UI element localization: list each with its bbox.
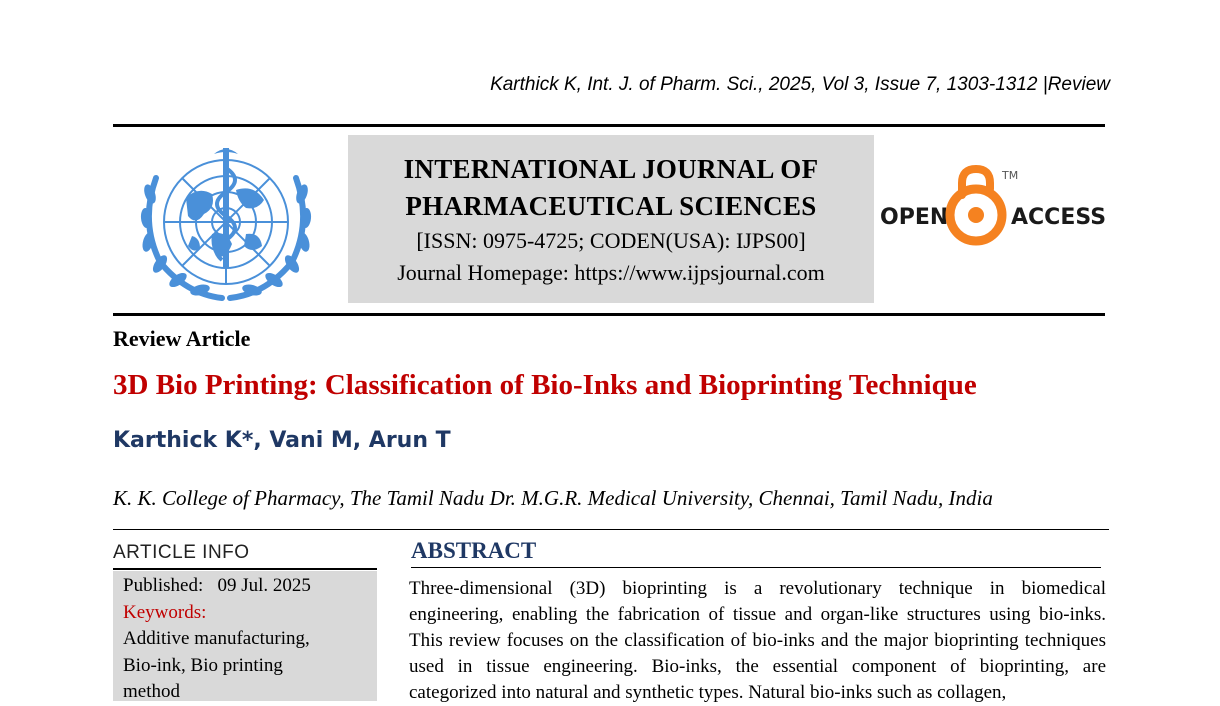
section-divider [113, 529, 1109, 530]
open-access-left-word: OPEN [880, 205, 949, 230]
abstract-rule [411, 567, 1101, 568]
journal-masthead [348, 135, 874, 303]
abstract-heading: ABSTRACT [411, 538, 537, 563]
journal-title-line1: INTERNATIONAL JOURNAL OF [403, 154, 819, 184]
header-top-rule [113, 124, 1105, 127]
keywords-line-1: Additive manufacturing, [123, 628, 310, 649]
article-info-box [113, 571, 377, 701]
keywords-line-3: method [123, 681, 180, 702]
journal-citation: Karthick K, Int. J. of Pharm. Sci., 2025, Vol 3, Issue 7, 1303-1312 |Review [490, 74, 1110, 95]
published-date: 09 Jul. 2025 [217, 575, 311, 596]
keywords-line-2: Bio-ink, Bio printing [123, 654, 283, 676]
author-affiliation: K. K. College of Pharmacy, The Tamil Nadu Dr. M.G.R. Medical University, Chennai, Tamil Nadu, India [113, 486, 993, 510]
keywords-label: Keywords: [123, 601, 207, 623]
journal-homepage[interactable]: Journal Homepage: https://www.ijpsjournal.com [397, 260, 825, 285]
journal-title-line2: PHARMACEUTICAL SCIENCES [405, 191, 817, 221]
header-bottom-rule [113, 313, 1105, 316]
abstract-body: Three-dimensional (3D) bioprinting is a revolutionary technique in biomedical engineering, enabling the fabrication of tissue and organ-like structures using bio-inks. This review focuses on the classification of bio-inks and the major bioprinting techniques used in tissue engineering. Bio-inks, the essential component of bioprinting, are categorized into natural and synthetic types. Natural bio-inks such as collagen, [409, 578, 1106, 703]
open-access-right-word: ACCESS [1011, 205, 1107, 230]
article-title: 3D Bio Printing: Classification of Bio-Inks and Bioprinting Technique [113, 369, 977, 401]
trademark-symbol: TM [1002, 169, 1019, 182]
open-padlock-icon [950, 169, 1002, 241]
published-label: Published: [123, 575, 204, 596]
article-info-heading: ARTICLE INFO [113, 542, 250, 563]
journal-issn: [ISSN: 0975-4725; CODEN(USA): IJPS00] [416, 228, 806, 253]
caduceus-globe-emblem-icon [126, 138, 326, 306]
open-access-logo [880, 165, 1108, 255]
published-row [123, 573, 367, 600]
article-authors: Karthick K*, Vani M, Arun T [113, 428, 451, 453]
article-info-rule [113, 568, 377, 570]
article-type: Review Article [113, 326, 251, 351]
